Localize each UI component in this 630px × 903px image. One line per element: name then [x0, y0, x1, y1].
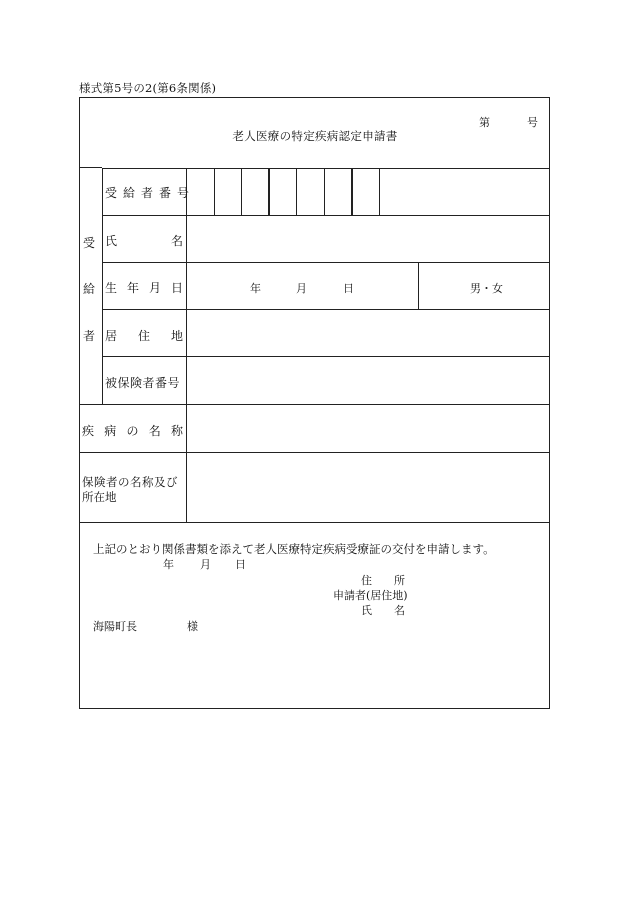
- name-label-char: 名: [170, 234, 183, 248]
- applicant-address-label: 住 所: [361, 574, 405, 587]
- disease-name-input[interactable]: [187, 405, 549, 452]
- birth-date-label: [105, 279, 183, 296]
- recipient-group-char: 者: [83, 329, 96, 343]
- name-input[interactable]: [187, 216, 549, 262]
- birth-label-char: 月: [148, 281, 161, 295]
- birth-month-unit: 月: [296, 282, 307, 295]
- address-label-char: 地: [170, 329, 183, 343]
- insured-number-input[interactable]: [187, 357, 549, 404]
- applicant-label: 申請者(居住地): [333, 589, 408, 602]
- insurer-input[interactable]: [187, 453, 549, 522]
- insured-number-label: 被保険者番号: [105, 376, 181, 390]
- birth-day-unit: 日: [343, 282, 354, 295]
- date-month-unit: 月: [200, 558, 211, 571]
- disease-label-char: 病: [104, 424, 117, 438]
- addressee: 海陽町長: [93, 620, 137, 633]
- divider: [79, 522, 550, 523]
- name-label-char: 氏: [105, 234, 118, 248]
- address-label-char: 住: [137, 329, 150, 343]
- disease-label-char: 称: [170, 424, 183, 438]
- birth-year-unit: 年: [250, 282, 261, 295]
- declaration-text: 上記のとおり関係書類を添えて老人医療特定疾病受療証の交付を申請します。: [93, 542, 495, 556]
- birth-label-char: 年: [126, 281, 139, 295]
- divider: [418, 262, 419, 309]
- form-caption: 様式第5号の2(第6条関係): [79, 81, 217, 95]
- divider: [79, 167, 102, 168]
- disease-label-char: 名: [148, 424, 161, 438]
- birth-label-char: 生: [105, 281, 118, 295]
- address-label: [105, 327, 183, 344]
- date-day-unit: 日: [235, 558, 246, 571]
- recipient-number-label: 受給者番号: [105, 186, 196, 200]
- birth-label-char: 日: [170, 281, 183, 295]
- recipient-group-char: 受: [83, 236, 96, 250]
- disease-name-label: [82, 422, 183, 439]
- form-title: 老人医療の特定疾病認定申請書: [232, 129, 398, 143]
- disease-label-char: 疾: [82, 424, 95, 438]
- applicant-name-label: 氏 名: [361, 604, 405, 617]
- address-input[interactable]: [187, 310, 549, 356]
- digit-box-divider: [379, 168, 380, 215]
- insurer-label-line2: 所在地: [82, 490, 117, 504]
- addressee-honorific: 様: [187, 620, 198, 633]
- insurer-label-line1: 保険者の名称及び: [82, 475, 178, 489]
- form-number-prefix: 第: [479, 116, 490, 129]
- name-label: [105, 232, 183, 249]
- divider: [102, 168, 103, 404]
- form-number-suffix: 号: [527, 116, 538, 129]
- disease-label-char: の: [126, 424, 139, 438]
- recipient-group-char: 給: [83, 282, 96, 296]
- sex-selector[interactable]: 男・女: [470, 282, 503, 295]
- address-label-char: 居: [105, 329, 118, 343]
- recipient-number-input[interactable]: [187, 169, 379, 215]
- date-year-unit: 年: [163, 558, 174, 571]
